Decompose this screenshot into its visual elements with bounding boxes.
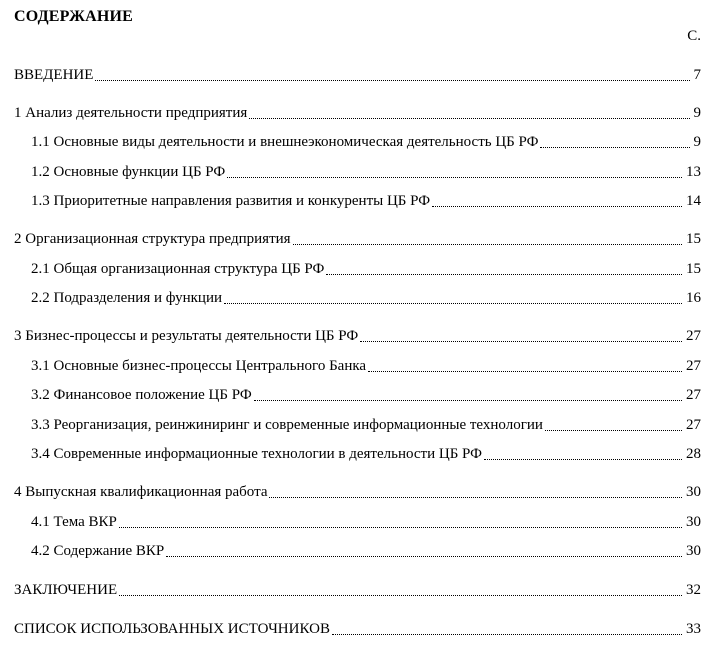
toc-entry-section-4-2[interactable] <box>31 541 701 561</box>
toc-entry-label: ВВЕДЕНИЕ <box>14 67 94 83</box>
toc-entry-section-1-2[interactable] <box>31 162 701 182</box>
toc-entry-label: СПИСОК ИСПОЛЬЗОВАННЫХ ИСТОЧНИКОВ <box>14 621 330 637</box>
toc-entry-section-2[interactable] <box>14 229 701 249</box>
toc-entry-section-4[interactable] <box>14 482 701 502</box>
toc-entry-page: 15 <box>686 231 701 247</box>
toc-entry-label: 1 Анализ деятельности предприятия <box>14 105 248 121</box>
toc-entry-page: 14 <box>686 193 701 209</box>
dot-leader <box>254 400 682 401</box>
toc-entry-section-3[interactable] <box>14 326 701 346</box>
dot-leader <box>545 430 682 431</box>
toc-entry-label: 3.3 Реорганизация, реинжиниринг и современные информационные технологии <box>31 417 543 433</box>
toc-entry-section-3-4[interactable] <box>31 444 701 464</box>
toc-entry-label: 4.1 Тема ВКР <box>31 514 117 530</box>
toc-entry-label: 3.2 Финансовое положение ЦБ РФ <box>31 387 252 403</box>
toc-entry-label: 1.3 Приоритетные направления развития и конкуренты ЦБ РФ <box>31 193 431 209</box>
toc-entry-page: 30 <box>686 543 701 559</box>
dot-leader <box>227 177 682 178</box>
toc-entry-label: 1.1 Основные виды деятельности и внешнеэкономическая деятельность ЦБ РФ <box>31 134 539 150</box>
toc-entry-page: 7 <box>693 67 701 83</box>
toc-entry-section-1-3[interactable] <box>31 191 701 211</box>
dot-leader <box>368 371 682 372</box>
dot-leader <box>119 527 682 528</box>
toc-entry-page: 15 <box>686 261 701 277</box>
dot-leader <box>540 147 689 148</box>
toc-entry-section-1[interactable] <box>14 103 701 123</box>
dot-leader <box>224 303 682 304</box>
toc-entry-section-2-2[interactable] <box>31 288 701 308</box>
toc-entry-conclusion[interactable] <box>14 580 701 600</box>
toc-entry-section-3-1[interactable] <box>31 356 701 376</box>
dot-leader <box>249 118 689 119</box>
toc-entry-page: 30 <box>686 514 701 530</box>
dot-leader <box>269 497 682 498</box>
toc-entry-section-3-3[interactable] <box>31 415 701 435</box>
dot-leader <box>360 341 682 342</box>
toc-entry-references[interactable] <box>14 619 701 639</box>
toc-entry-page: 16 <box>686 290 701 306</box>
toc-entry-introduction[interactable] <box>14 65 701 85</box>
dot-leader <box>119 595 682 596</box>
toc-entry-section-2-1[interactable] <box>31 259 701 279</box>
toc-entry-page: 28 <box>686 446 701 462</box>
toc-entry-page: 27 <box>686 328 701 344</box>
toc-entry-page: 9 <box>693 134 701 150</box>
dot-leader <box>293 244 682 245</box>
dot-leader <box>166 556 682 557</box>
toc-entry-page: 27 <box>686 417 701 433</box>
dot-leader <box>95 80 689 81</box>
toc-title: СОДЕРЖАНИЕ <box>14 8 134 25</box>
toc-entry-page: 33 <box>686 621 701 637</box>
toc-entry-label: ЗАКЛЮЧЕНИЕ <box>14 582 118 598</box>
toc-entry-label: 3 Бизнес-процессы и результаты деятельности ЦБ РФ <box>14 328 359 344</box>
toc-entry-label: 4 Выпускная квалификационная работа <box>14 484 268 500</box>
toc-entry-label: 2.1 Общая организационная структура ЦБ РФ <box>31 261 325 277</box>
toc-entry-label: 1.2 Основные функции ЦБ РФ <box>31 164 226 180</box>
toc-entry-label: 2 Организационная структура предприятия <box>14 231 291 247</box>
toc-entry-label: 3.4 Современные информационные технологии в деятельности ЦБ РФ <box>31 446 482 462</box>
toc-entry-page: 30 <box>686 484 701 500</box>
toc-entry-label: 3.1 Основные бизнес-процессы Центрального Банка <box>31 358 367 374</box>
toc-entry-label: 2.2 Подразделения и функции <box>31 290 223 306</box>
toc-entry-label: 4.2 Содержание ВКР <box>31 543 165 559</box>
dot-leader <box>432 206 682 207</box>
toc-entry-page: 32 <box>686 582 701 598</box>
dot-leader <box>326 274 682 275</box>
toc-entry-section-3-2[interactable] <box>31 385 701 405</box>
toc-entry-page: 13 <box>686 164 701 180</box>
toc-entry-page: 27 <box>686 358 701 374</box>
dot-leader <box>332 634 682 635</box>
toc-entry-page: 27 <box>686 387 701 403</box>
page-column-label: С. <box>687 28 701 44</box>
dot-leader <box>484 459 682 460</box>
toc-entry-page: 9 <box>693 105 701 121</box>
toc-entry-section-4-1[interactable] <box>31 512 701 532</box>
toc-entry-section-1-1[interactable] <box>31 132 701 152</box>
